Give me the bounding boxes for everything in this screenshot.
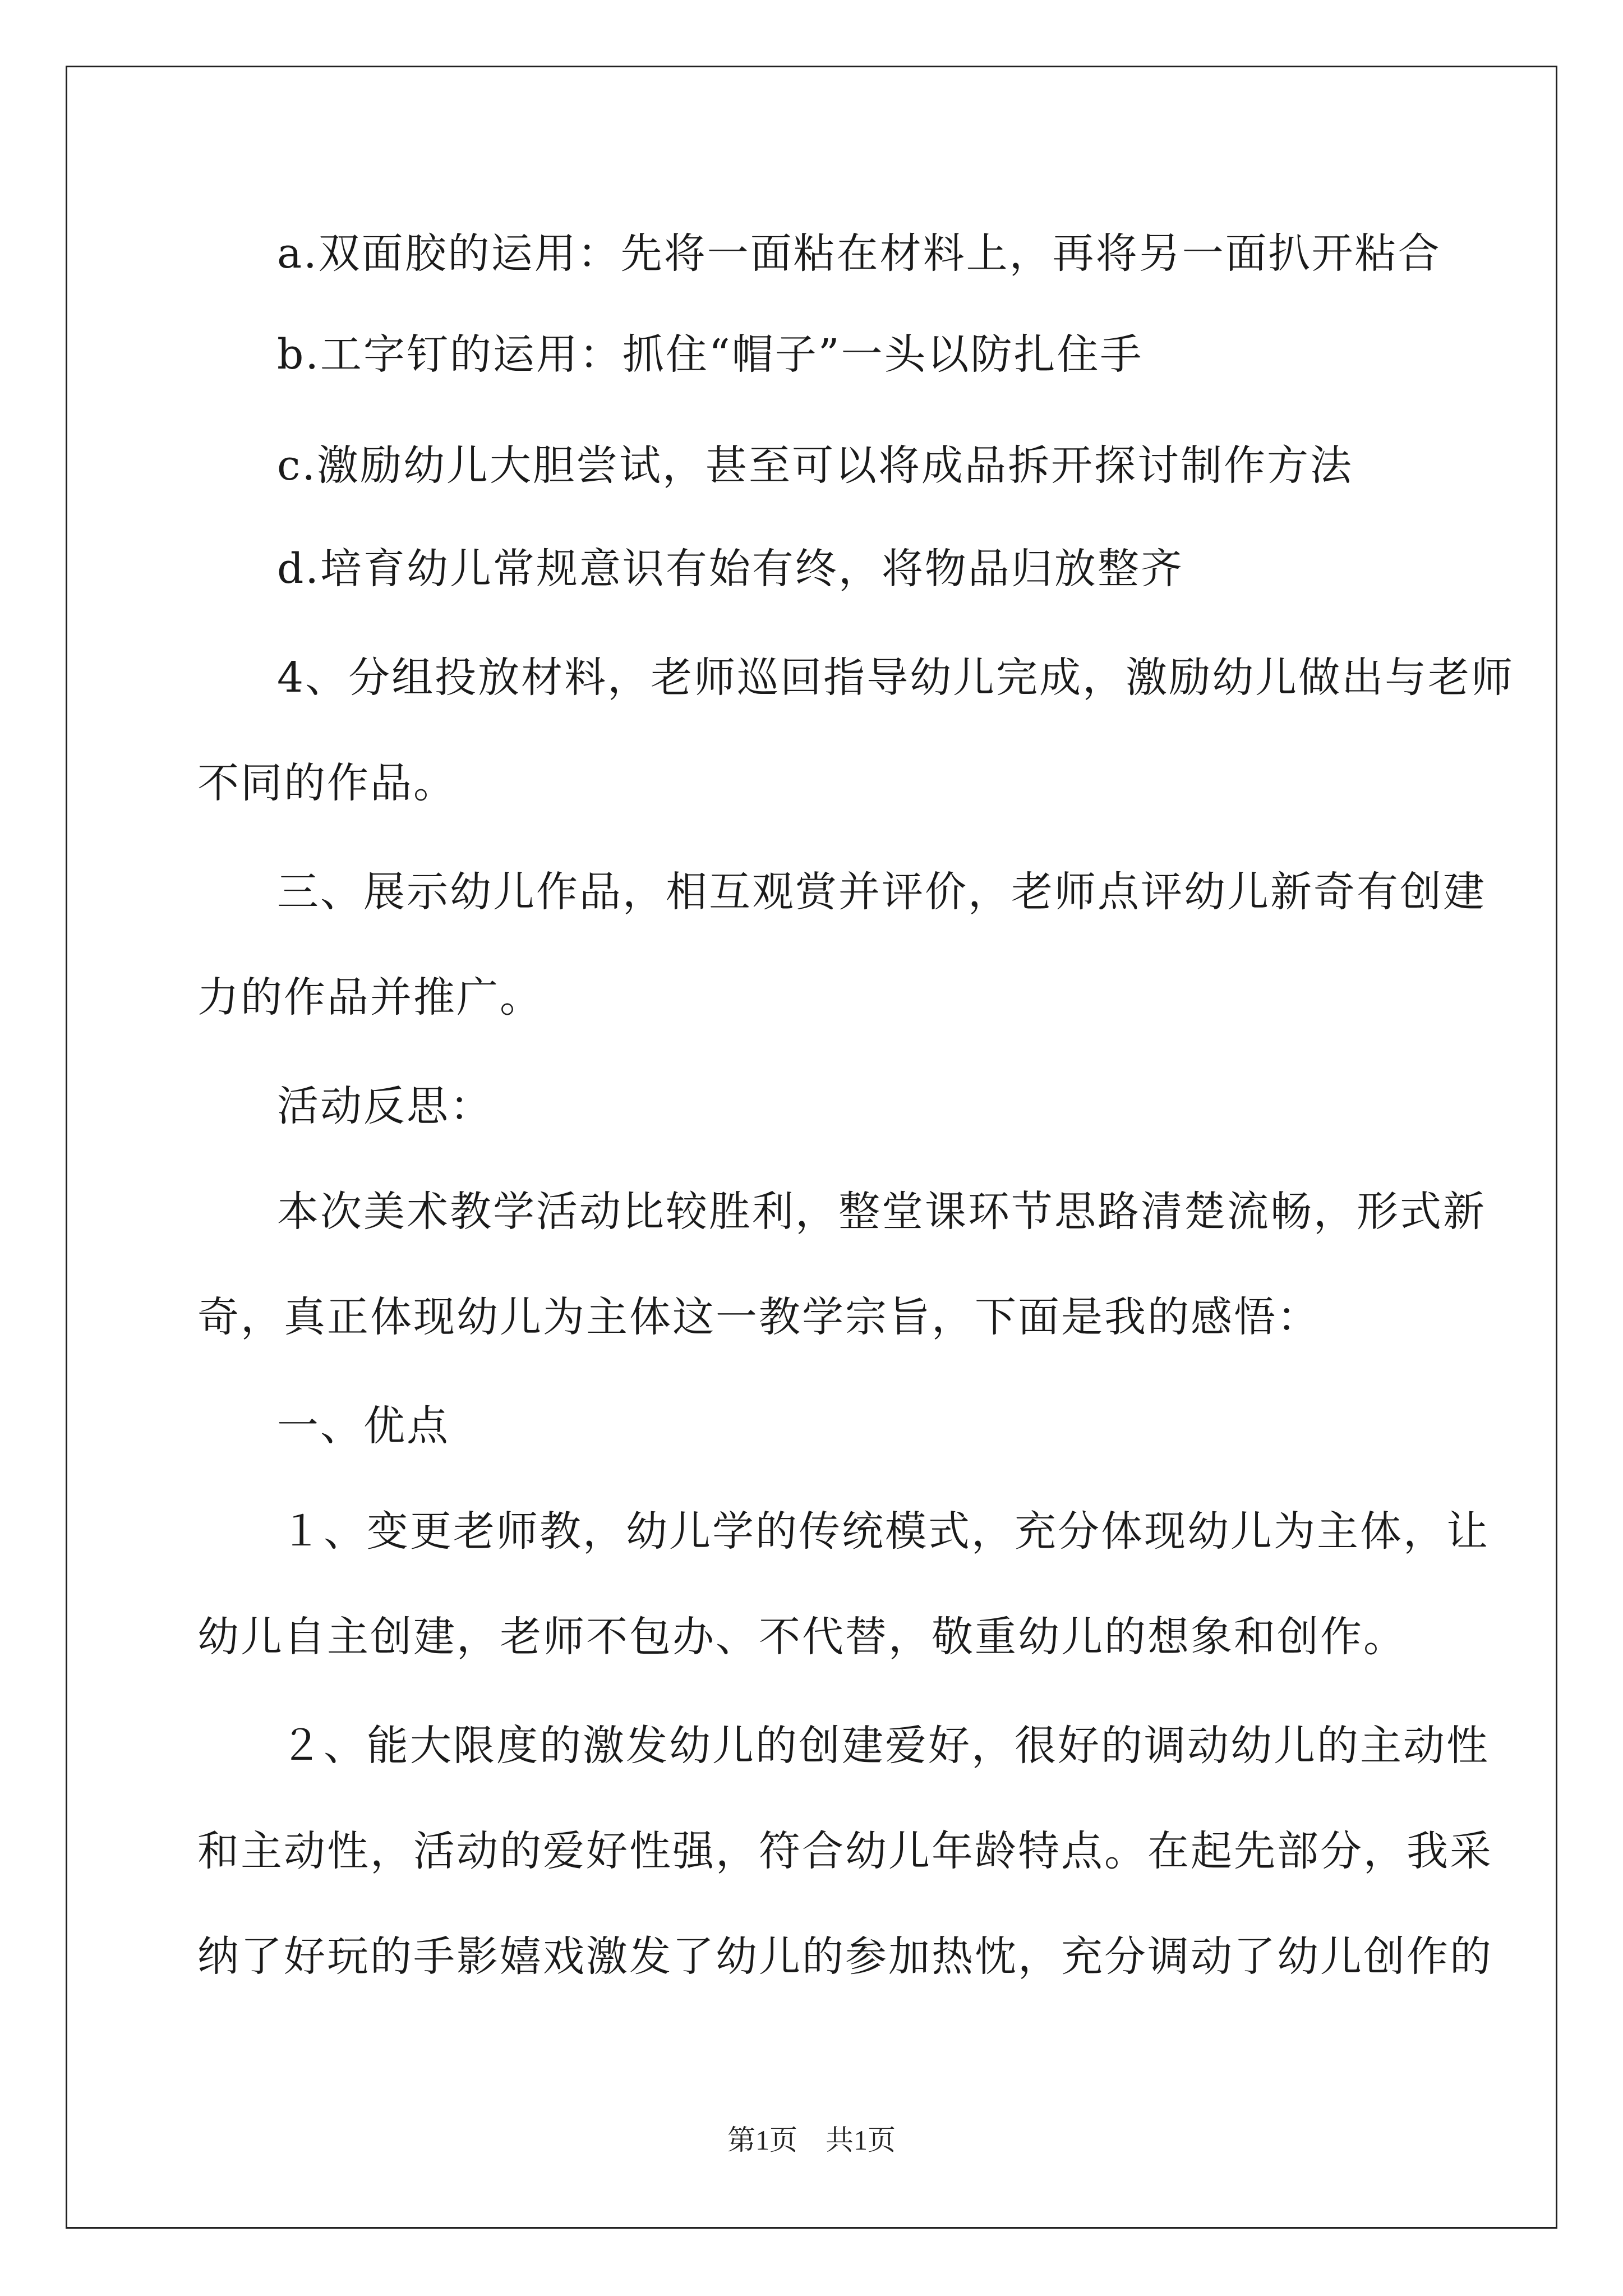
text-line: 和主动性，活动的爱好性强，符合幼儿年龄特点。在起先部分，我采 [197,1827,1493,1875]
page-number: 第1页 共1页 [727,2124,896,2156]
text-line: 三、展示幼儿作品，相互观赏并评价，老师点评幼儿新奇有创建 [277,868,1486,916]
text-line: 不同的作品。 [197,759,457,807]
section-heading: 活动反思： [277,1082,493,1130]
page-border [66,66,1557,2229]
text-line: b.工字钉的运用：抓住“帽子”一头以防扎住手 [277,330,1144,379]
text-line: a.双面胶的运用：先将一面粘在材料上，再将另一面扒开粘合 [277,229,1441,278]
text-line: 纳了好玩的手影嬉戏激发了幼儿的参加热忱，充分调动了幼儿创作的 [197,1932,1493,1981]
text-line: 本次美术教学活动比较胜利，整堂课环节思路清楚流畅，形式新 [277,1188,1486,1236]
text-line: ２、能大限度的激发幼儿的创建爱好，很好的调动幼儿的主动性 [280,1722,1490,1770]
section-heading: 一、优点 [277,1402,450,1450]
text-line: 奇，真正体现幼儿为主体这一教学宗旨，下面是我的感悟： [197,1293,1320,1341]
text-line: １、变更老师教，幼儿学的传统模式，充分体现幼儿为主体，让 [280,1507,1490,1556]
text-line: 幼儿自主创建，老师不包办、不代替，敬重幼儿的想象和创作。 [197,1613,1407,1661]
text-line: 4、分组投放材料，老师巡回指导幼儿完成，激励幼儿做出与老师 [277,654,1515,702]
text-line: c.激励幼儿大胆尝试，甚至可以将成品拆开探讨制作方法 [277,441,1353,490]
text-line: 力的作品并推广。 [197,973,543,1022]
text-line: d.培育幼儿常规意识有始有终，将物品归放整齐 [277,545,1184,593]
